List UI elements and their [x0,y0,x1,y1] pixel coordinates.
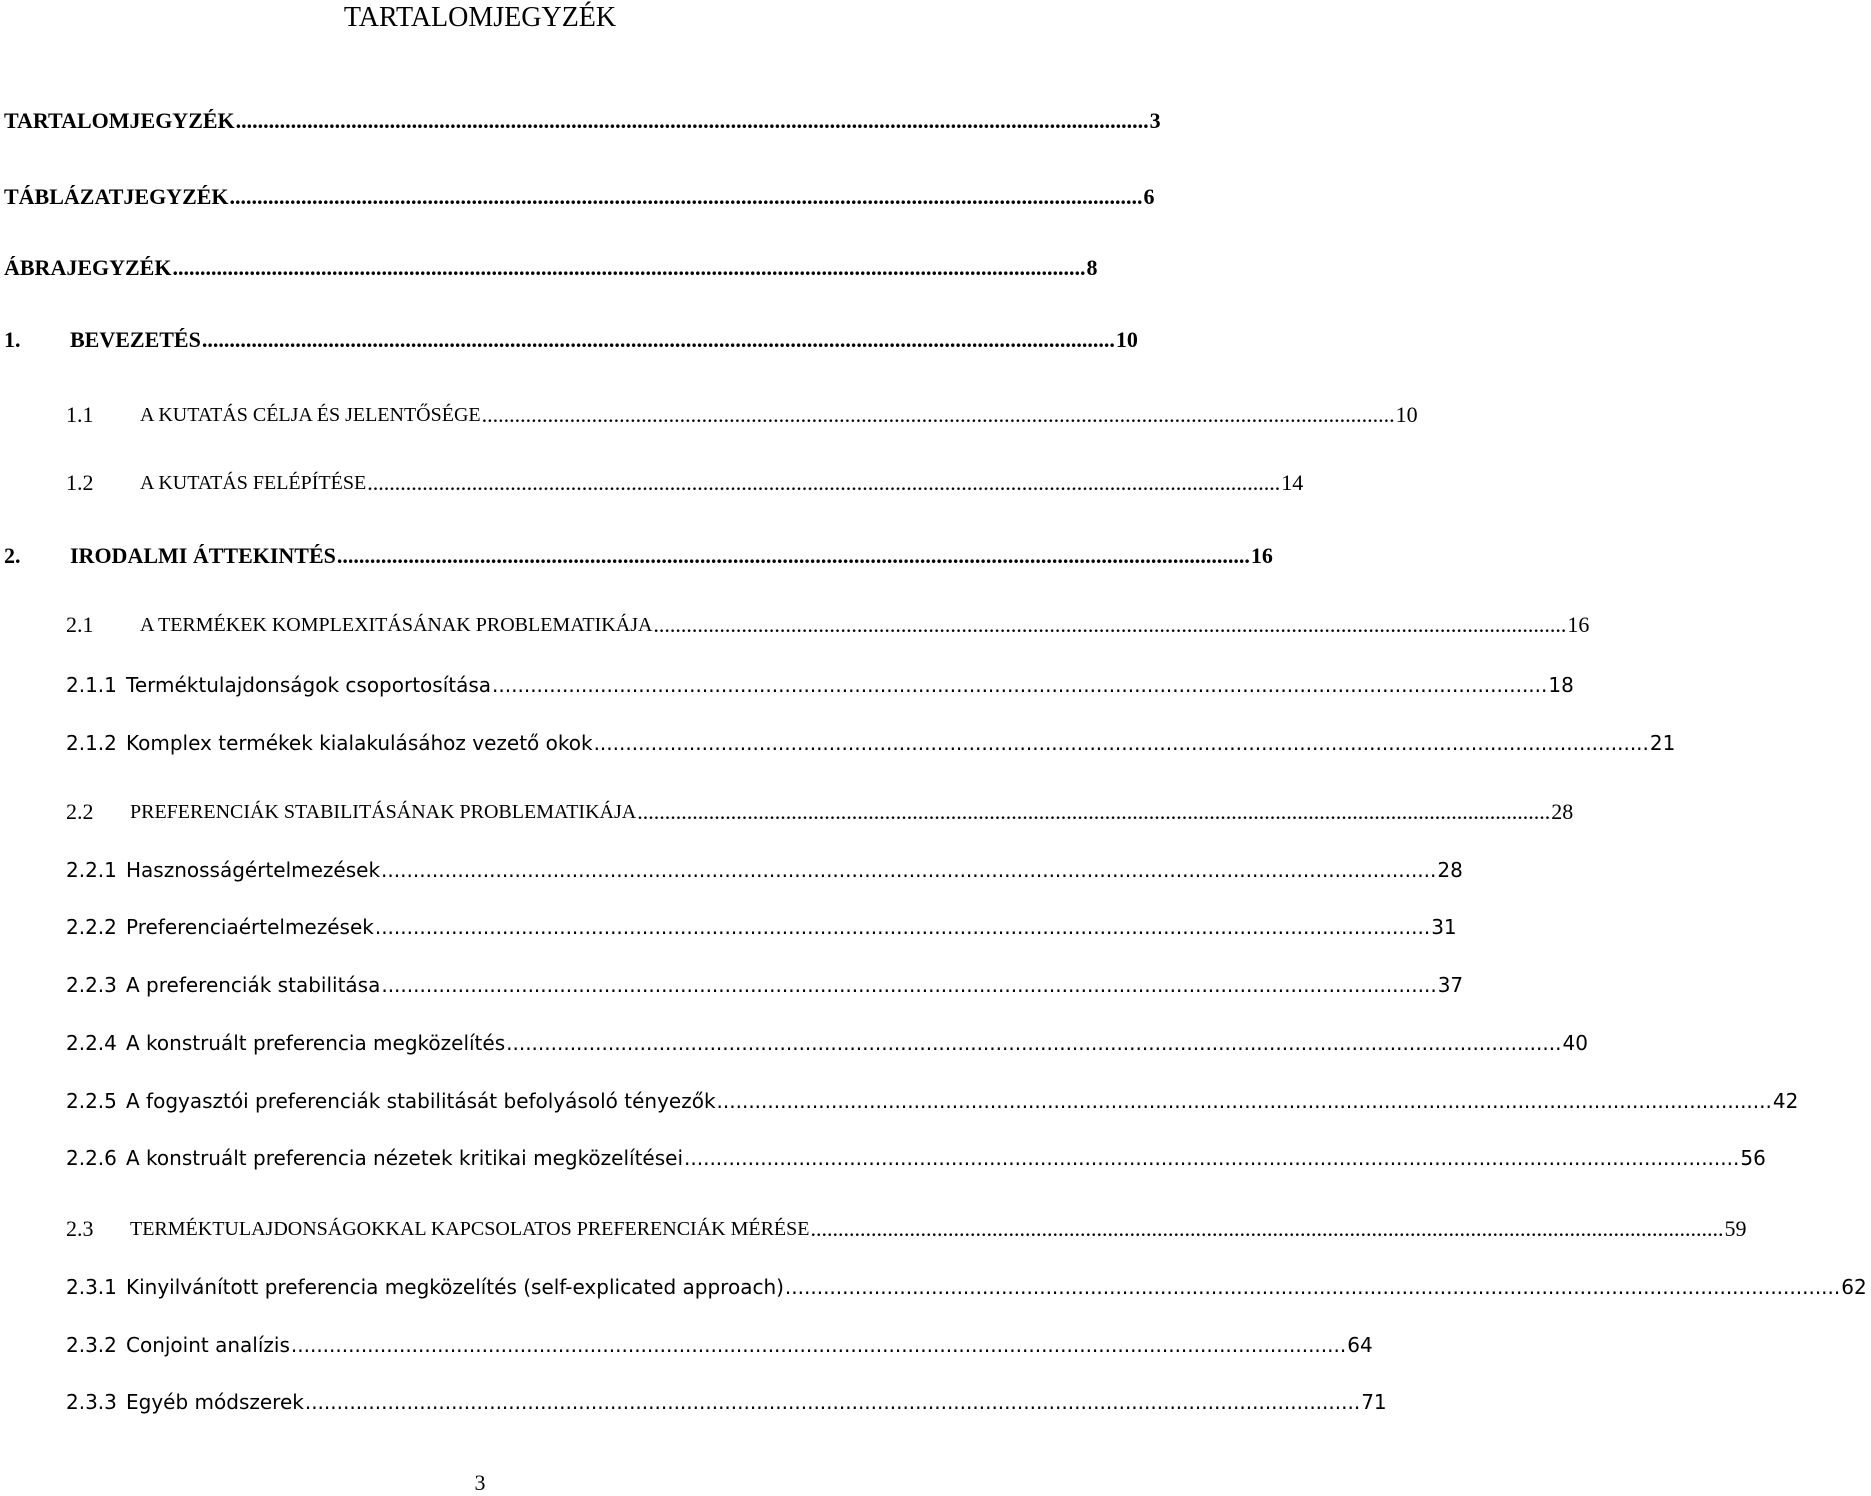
toc-leader-dots: ...................................................................................................................................................................... [637,799,1551,824]
toc-leader-dots: ...................................................................................................................................................................... [374,915,1431,939]
toc-leader-dots: ...................................................................................................................................................................... [201,327,1115,352]
toc-entry-page: 8 [1086,255,1098,280]
toc-entry[interactable] [0,1026,1588,1056]
toc-entry-number: 1.1 [66,402,94,427]
toc-entry-page: 64 [1347,1333,1373,1357]
toc-leader-dots: ...................................................................................................................................................................... [492,673,1548,697]
toc-entry-title: PREFERENCIÁK STABILITÁSÁNAK PROBLEMATIKÁJA [130,801,637,823]
toc-entry-title: TERMÉKTULAJDONSÁGOKKAL KAPCSOLATOS PREFERENCIÁK MÉRÉSE [130,1218,810,1240]
toc-entry-number: 2.1 [66,612,94,637]
toc-entry[interactable] [0,1270,1867,1300]
toc-entry-title: IRODALMI ÁTTEKINTÉS [70,543,336,568]
toc-leader-dots: ...................................................................................................................................................................... [381,858,1437,882]
toc-entry-page: 6 [1143,184,1155,209]
page-title: TARTALOMJEGYZÉK [343,2,617,33]
toc-entry-page: 56 [1740,1146,1766,1170]
toc-entry-page: 28 [1551,799,1574,824]
toc-entry-title: A konstruált preferencia nézetek kritikai megközelítései [126,1146,684,1170]
toc-entry[interactable] [0,968,1464,998]
toc-entry-page: 16 [1567,612,1590,637]
toc-entry-title: Preferenciaértelmezések [126,915,374,939]
toc-entry-title: ÁBRAJEGYZÉK [4,255,172,280]
toc-entry-page: 21 [1649,731,1676,755]
toc-entry-page: 14 [1281,470,1304,495]
toc-entry-page: 28 [1437,858,1463,882]
toc-entry[interactable] [0,323,1138,353]
toc-leader-dots: ...................................................................................................................................................................... [172,255,1086,280]
toc-entry-page: 37 [1437,973,1464,997]
toc-entry-page: 71 [1361,1390,1387,1414]
toc-entry-page: 18 [1548,673,1574,697]
toc-entry-number: 2.1.1 [66,673,117,697]
toc-entry[interactable] [0,910,1457,940]
toc-entry-title: TARTALOMJEGYZÉK [4,108,235,133]
toc-entry-title: Kinyilvánított preferencia megközelítés (self-explicated approach) [126,1275,784,1299]
toc-entry-number: 2.3.3 [66,1390,117,1414]
toc-entry-number: 2. [4,543,21,568]
toc-leader-dots: ...................................................................................................................................................................... [304,1390,1361,1414]
toc-entry[interactable] [0,466,1304,496]
toc-entry-page: 3 [1149,108,1161,133]
toc-entry-title: A preferenciák stabilitása [126,973,381,997]
toc-leader-dots: ...................................................................................................................................................................... [229,184,1143,209]
toc-entry-number: 2.3 [66,1216,94,1241]
toc-entry-number: 2.1.2 [66,731,117,755]
toc-entry[interactable] [0,251,1098,281]
toc-entry-title: BEVEZETÉS [70,327,201,352]
toc-leader-dots: ...................................................................................................................................................................... [290,1333,1347,1357]
toc-entry-title: A KUTATÁS FELÉPÍTÉSE [140,472,367,494]
page-number: 3 [474,1470,486,1495]
toc-entry-number: 2.2.1 [66,858,117,882]
toc-entry-title: A konstruált preferencia megközelítés [126,1031,506,1055]
toc-leader-dots: ...................................................................................................................................................................... [367,470,1281,495]
toc-entry-page: 10 [1115,327,1138,352]
toc-entry[interactable] [0,1328,1373,1358]
toc-entry-page: 10 [1395,402,1418,427]
toc-entry-number: 2.2.6 [66,1146,117,1170]
toc-entry-page: 59 [1724,1216,1747,1241]
toc-leader-dots: ...................................................................................................................................................................... [684,1146,1740,1170]
toc-entry[interactable] [0,853,1463,883]
toc-leader-dots: ...................................................................................................................................................................... [716,1089,1772,1113]
toc-entry[interactable] [0,104,1161,134]
toc-entry-page: 31 [1431,915,1457,939]
toc-entry-number: 2.2.5 [66,1089,117,1113]
toc-entry-title: Conjoint analízis [126,1333,290,1357]
toc-entry-number: 2.3.1 [66,1275,117,1299]
toc-entry-number: 1. [4,327,21,352]
toc-entry-title: TÁBLÁZATJEGYZÉK [4,184,229,209]
toc-entry-page: 42 [1772,1089,1799,1113]
toc-entry[interactable] [0,1141,1766,1171]
toc-entry[interactable] [0,795,1574,825]
toc-entry-number: 1.2 [66,470,94,495]
toc-entry-title: A TERMÉKEK KOMPLEXITÁSÁNAK PROBLEMATIKÁJA [140,614,653,636]
toc-entry-title: Komplex termékek kialakulásához vezető okok [126,731,593,755]
toc-entry[interactable] [0,1084,1799,1114]
toc-entry-title: A fogyasztói preferenciák stabilitását befolyásoló tényezők [126,1089,716,1113]
toc-entry-page: 62 [1841,1275,1867,1299]
toc-entry-title: A KUTATÁS CÉLJA ÉS JELENTŐSÉGE [140,404,481,426]
toc-leader-dots: ...................................................................................................................................................................... [336,543,1250,568]
toc-leader-dots: ...................................................................................................................................................................... [653,612,1567,637]
toc-entry-number: 2.3.2 [66,1333,117,1357]
toc-entry-page: 16 [1250,543,1273,568]
toc-entry-title: Hasznosságértelmezések [126,858,381,882]
toc-entry-title: Egyéb módszerek [126,1390,304,1414]
toc-leader-dots: ...................................................................................................................................................................... [381,973,1437,997]
toc-leader-dots: ...................................................................................................................................................................... [481,402,1395,427]
toc-entry[interactable] [0,398,1418,428]
toc-leader-dots: ...................................................................................................................................................................... [810,1216,1724,1241]
toc-entry-number: 2.2.2 [66,915,117,939]
toc-entry[interactable] [0,668,1574,698]
toc-entry[interactable] [0,539,1273,569]
toc-entry-title: Terméktulajdonságok csoportosítása [126,673,492,697]
toc-leader-dots: ...................................................................................................................................................................... [593,731,1649,755]
toc-entry[interactable] [0,1212,1747,1242]
toc-entry-page: 40 [1562,1031,1588,1055]
toc-entry-number: 2.2 [66,799,94,824]
toc-leader-dots: ...................................................................................................................................................................... [506,1031,1562,1055]
toc-entry-number: 2.2.3 [66,973,117,997]
toc-entry[interactable] [0,1385,1387,1415]
toc-entry[interactable] [0,726,1676,756]
toc-leader-dots: ...................................................................................................................................................................... [784,1275,1841,1299]
toc-entry[interactable] [0,608,1590,638]
toc-entry[interactable] [0,180,1155,210]
toc-entry-number: 2.2.4 [66,1031,117,1055]
toc-leader-dots: ...................................................................................................................................................................... [235,108,1149,133]
